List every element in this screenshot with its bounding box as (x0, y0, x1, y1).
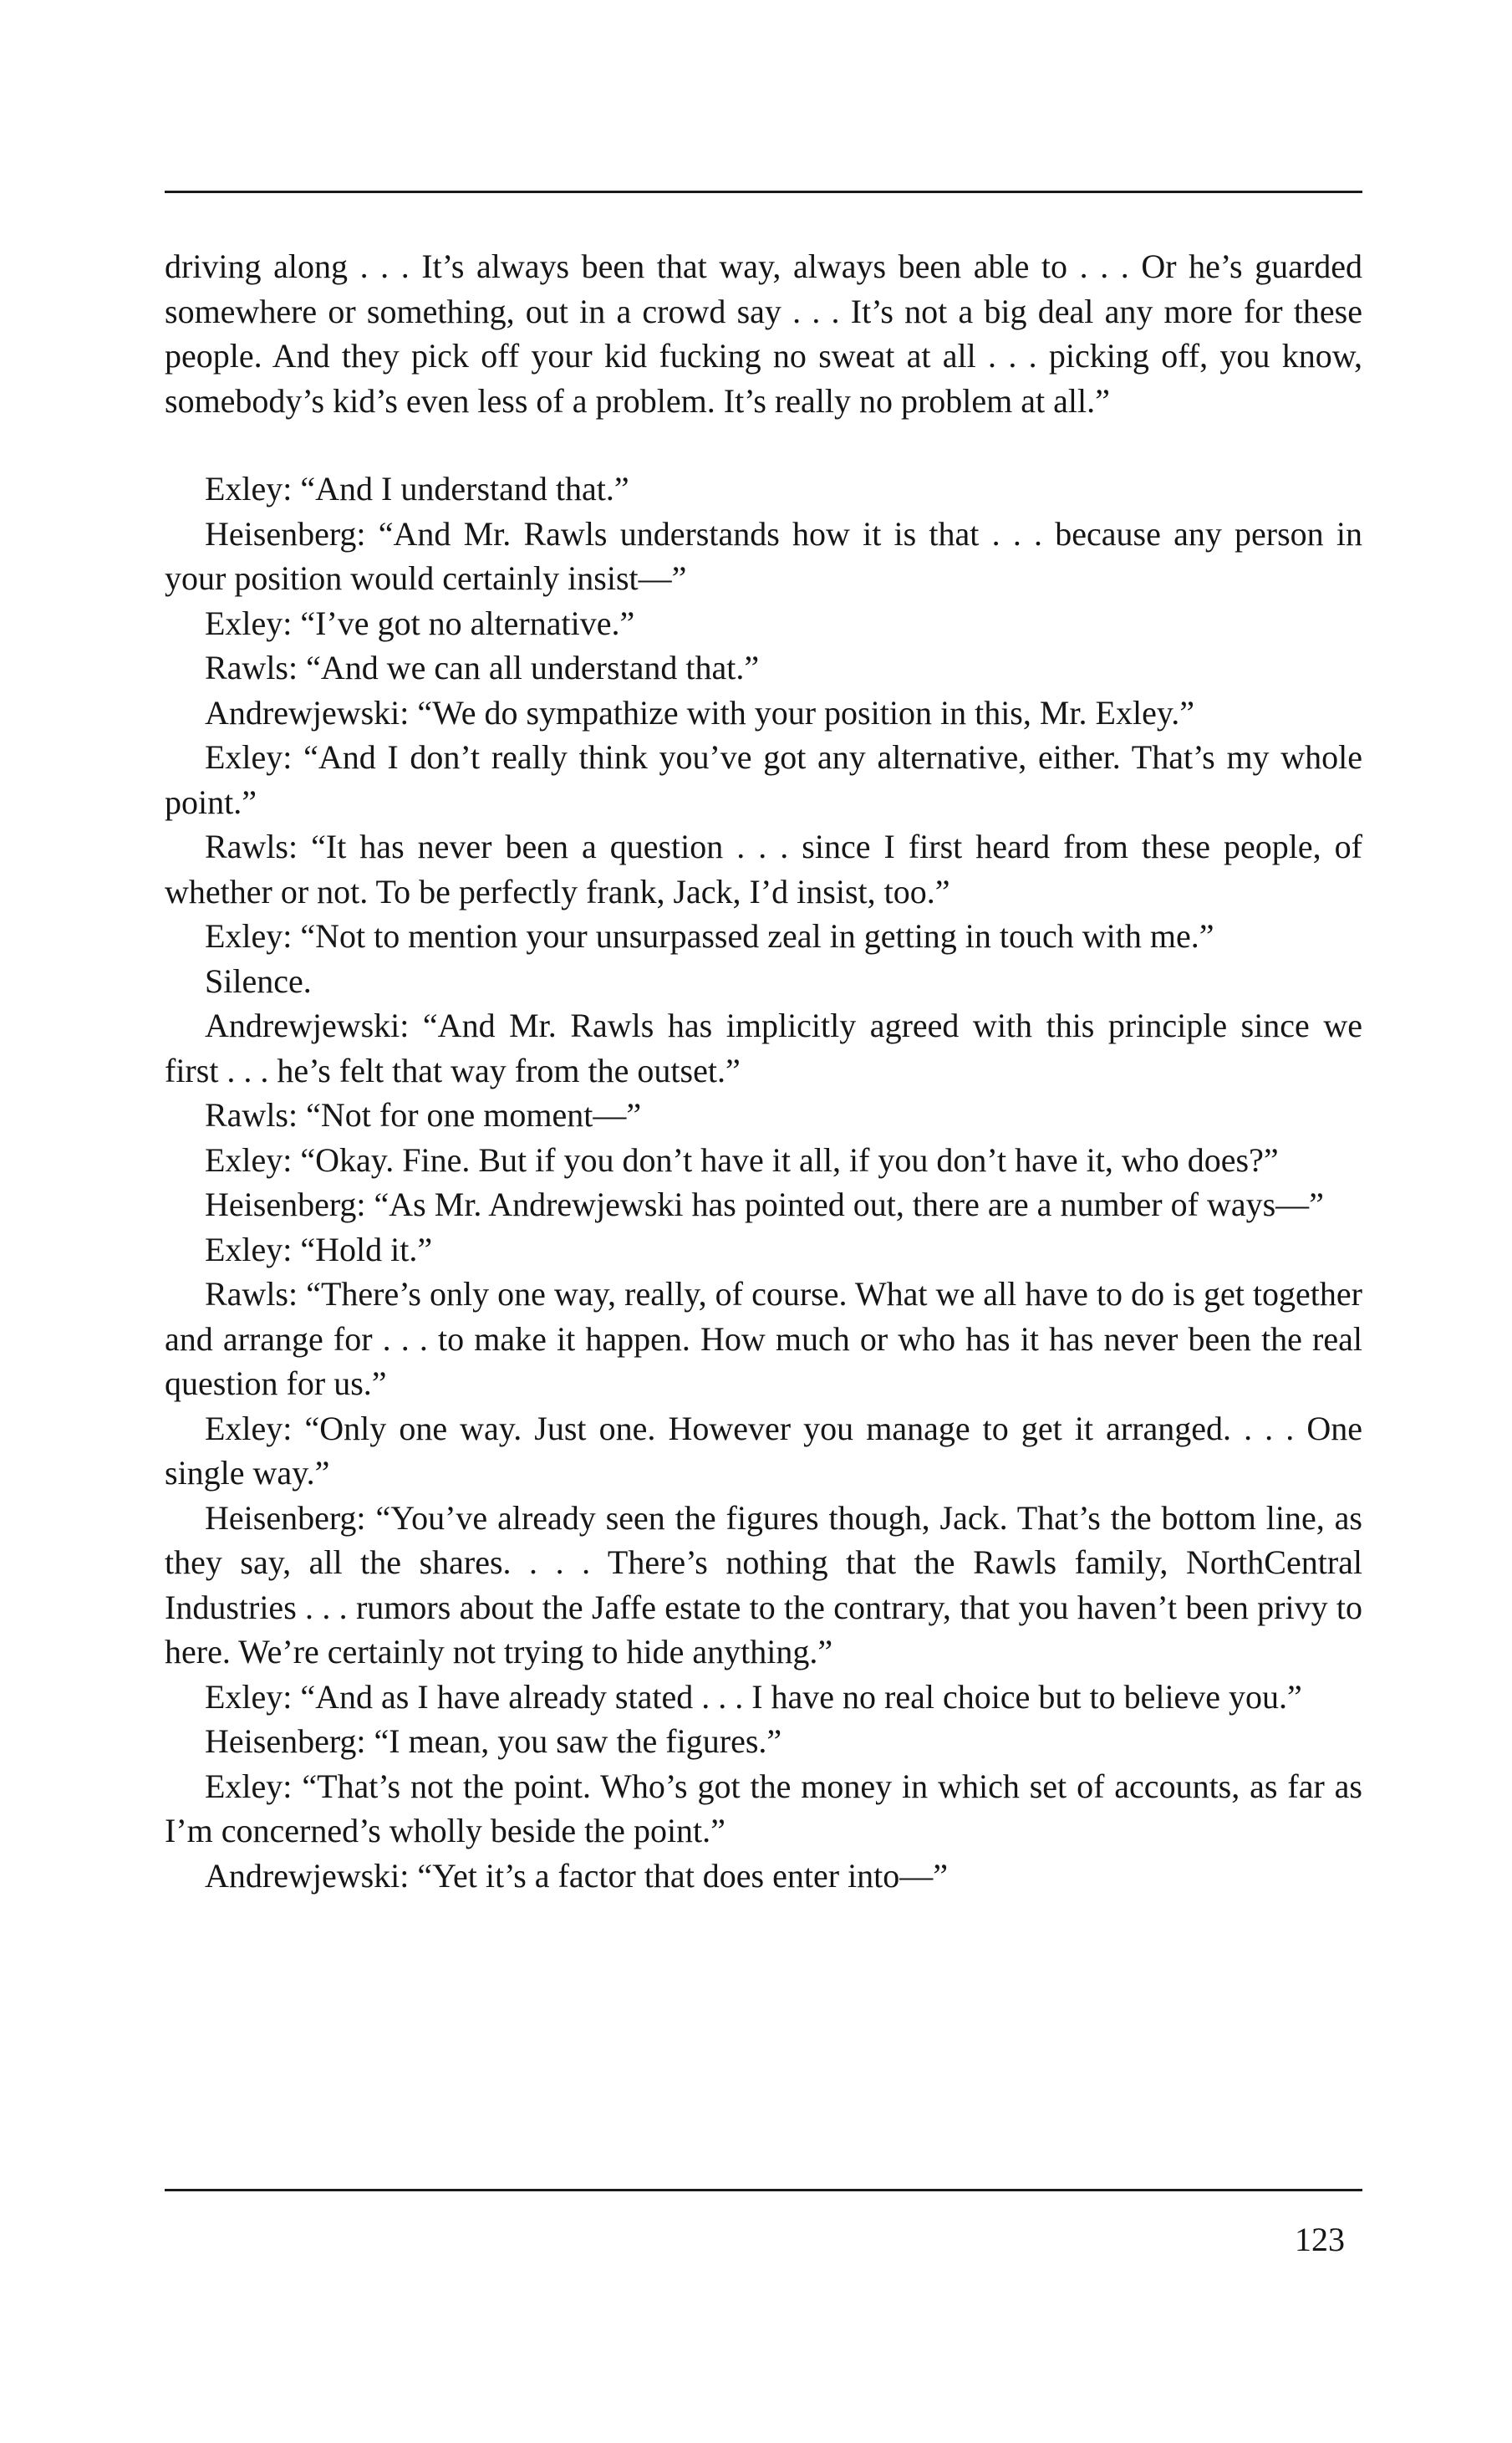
header-rule (165, 191, 1362, 193)
paragraph: Rawls: “There’s only one way, really, of course. What we all have to do is get together and arrange for . . . to make it happen. How much or who has it has never been the real question for us.” (165, 1275, 1362, 1402)
paragraph: Heisenberg: “You’ve already seen the figures though, Jack. That’s the bottom line, as they say, all the shares. . . . There’s nothing that the Rawls family, NorthCentral Industries . . . rumors about the Jaffe estate to the contrary, that you haven’t been privy to here. We’re certainly not trying to hide anything.” (165, 1498, 1362, 1670)
paragraph: Exley: “Not to mention your unsurpassed zeal in getting in touch with me.” (205, 917, 1214, 955)
paragraph: Exley: “Only one way. Just one. However you manage to get it arranged. . . . One single way.” (165, 1409, 1362, 1492)
body-text (165, 244, 1362, 1898)
paragraph: Rawls: “And we can all understand that.” (205, 649, 760, 686)
paragraph: Andrewjewski: “Yet it’s a factor that does enter into—” (205, 1856, 949, 1895)
paragraph: Exley: “Hold it.” (205, 1230, 433, 1268)
paragraph: Exley: “And I understand that.” (205, 470, 629, 507)
paragraph: Silence. (205, 961, 312, 1000)
paragraph: Andrewjewski: “We do sympathize with your position in this, Mr. Exley.” (205, 693, 1195, 732)
paragraph: Heisenberg: “And Mr. Rawls understands how it is that . . . because any person in your position would certainly insist—” (165, 514, 1362, 597)
page-number: 123 (1295, 2221, 1345, 2258)
paragraph: Exley: “Okay. Fine. But if you don’t have it all, if you don’t have it, who does?” (205, 1140, 1279, 1179)
paragraph: Rawls: “Not for one moment—” (205, 1096, 642, 1134)
paragraph: Rawls: “It has never been a question . . . since I first heard from these people, of whether or not. To be perfectly frank, Jack, I’d insist, too.” (165, 828, 1362, 910)
footer-rule (165, 2189, 1362, 2191)
paragraph: Exley: “And I don’t really think you’ve got any alternative, either. That’s my whole point.” (165, 738, 1362, 821)
paragraph: Exley: “And as I have already stated . . . I have no real choice but to believe you.” (205, 1677, 1302, 1716)
paragraph: Andrewjewski: “And Mr. Rawls has implicitly agreed with this principle since we first . . . he’s felt that way from the outset.” (165, 1007, 1362, 1089)
paragraph: Exley: “That’s not the point. Who’s got the money in which set of accounts, as far as I’m concerned’s wholly beside the point.” (165, 1767, 1362, 1849)
paragraph: driving along . . . It’s always been that way, always been able to . . . Or he’s guarded somewhere or something, out in a crowd say . . . It’s not a big deal any more for these people. And they pick off your kid fucking no sweat at all . . . picking off, you know, somebody’s kid’s even less of a problem. It’s really no problem at all.” (165, 247, 1362, 420)
paragraph: Heisenberg: “I mean, you saw the figures.” (205, 1722, 782, 1760)
paragraph: Exley: “I’ve got no alternative.” (205, 604, 635, 642)
paragraph: Heisenberg: “As Mr. Andrewjewski has pointed out, there are a number of ways—” (205, 1186, 1324, 1223)
